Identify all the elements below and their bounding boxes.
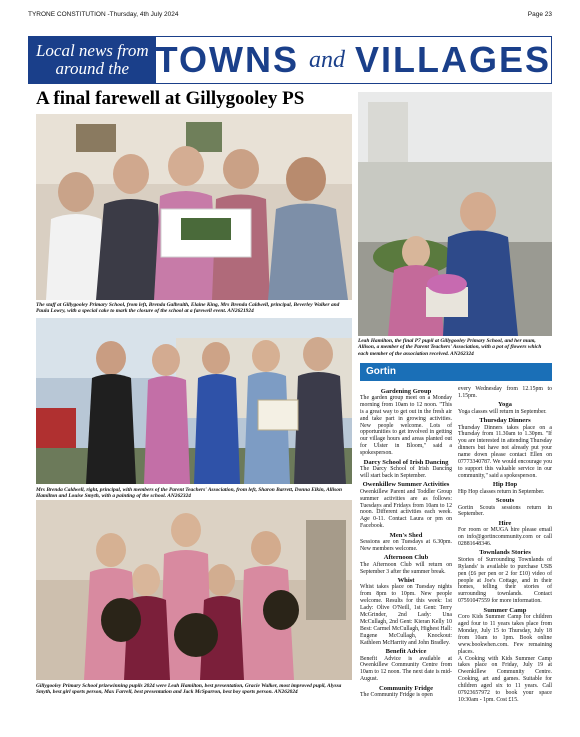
article-heading: Whist — [397, 577, 415, 585]
article-body: The Darcy School of Irish Dancing will start back in September. — [360, 465, 452, 479]
masthead-and: and — [308, 46, 345, 73]
caption-prizewinners: Gillygooley Primary School prizewinning pupils 2024 were Leah Hamilton, best presentation, Gracie Walker, most improved pupil, Alyssa Smyth, best girl sports person, Max Farrell, best presentation and Jack McSparron, best boy sports person. AN262024 — [36, 683, 342, 696]
article-body: Hip Hop classes return in September. — [458, 488, 545, 495]
article-heading: Thursday Dinners — [479, 417, 531, 425]
article-heading: Gardening Group — [380, 387, 432, 395]
masthead-line2: around the — [55, 59, 130, 78]
article-body: Gortin Scouts sessions return in September. — [458, 504, 552, 518]
article-heading: Benefit Advice — [385, 648, 427, 656]
article-body: Owenkillew Parent and Toddler Group summer activities are as follows: Tuesdays and Fridays from 10am to 12 noon. Different activities each week. Age 0-11. Contact Laura or pm on Facebook. — [360, 488, 452, 530]
article-body: For room or MUGA hire please email on info@gortincommunity.com or call 02881648346. — [458, 527, 552, 548]
masthead-towns: TOWNS — [155, 39, 299, 80]
caption-leah: Leah Hamilton, the final P7 pupil at Gillygooley Primary School, and her mum, Allison, a member of the Parent Teachers' Association, with a pot of flowers which each member of the association received. AN262324 — [358, 338, 542, 357]
article-body: Sessions are on Tuesdays at 6.30pm. New members welcome. — [360, 539, 452, 552]
prizewinners-photo — [36, 500, 352, 680]
article-body: Coro Kids Summer Camp for children aged four to 11 years takes place from Monday, July 15 to Thursday, July 18 from 10am to 1pm. Book online www.bookwhen.com. Few remaining places. — [458, 614, 552, 655]
article-body: The Afternoon Club will return on September 3 after the summer break. — [360, 561, 452, 575]
article-heading: Yoga — [498, 401, 512, 409]
masthead-villages: VILLAGES — [354, 39, 551, 80]
article-body: The garden group meet on a Monday morning from 10am to 12 noon. "This is a great way to get out in the fresh air and take part in growing activities. New people welcome. Lots of opportunities to get involved in getting our village hours and areas planted out for Ulster in Bloom," said a spokesperson. — [360, 394, 452, 457]
article-heading: Hip Hop — [492, 481, 518, 489]
masthead-line1: Local news from — [35, 41, 149, 60]
staff-cake-photo — [36, 114, 352, 300]
article-heading: Afternoon Club — [383, 554, 429, 562]
leah-flowers-photo — [358, 92, 552, 336]
publication-date: TYRONE CONSTITUTION -Thursday, 4th July 2024 — [28, 10, 179, 18]
article-heading: Summer Camp — [483, 606, 527, 614]
article-heading: Men's Shed — [389, 531, 423, 539]
page-header — [28, 8, 552, 20]
caption-pta: Mrs Brenda Caldwell, right, principal, with members of the Parent Teachers' Association, from left, Sharon Barrett, Donna Elkin, Allison Hamilton and Louise Smyth, with a painting of the school. AN262324 — [36, 487, 342, 500]
article-heading: Hire — [498, 519, 512, 527]
article-body: Whist takes place on Tuesday nights from 8pm to 10pm. New people welcome. Results for this week: 1st Lady: Olive O'Neill, 1st Gent: Terry McGrinder, 2nd Lady: Una McCullagh, 2nd Gent: Kieran Kelly 10 Best: Carmel McCullagh, Highest Hall: Eugene McCullagh, Knockout: Kathleen McHarrity and John Bradley. — [360, 584, 452, 646]
masthead-title — [156, 37, 551, 83]
masthead-tagline — [29, 37, 156, 83]
article-heading: Community Fridge — [378, 684, 434, 692]
article-body: The Community Fridge is open — [360, 692, 433, 699]
page-number: Page 23 — [527, 10, 552, 18]
article-body: Yoga classes will return in September. — [458, 408, 547, 415]
article-heading: Scouts — [495, 497, 515, 505]
article-body: Benefit Advice is available at Owenkillew Community Centre from 10am to 12 noon. The next date is mid-August. — [360, 655, 452, 683]
section-masthead — [28, 36, 552, 84]
gortin-column-1 — [360, 386, 452, 699]
pta-painting-photo — [36, 318, 352, 484]
section-header-gortin: Gortin — [360, 363, 552, 381]
page-headline: A final farewell at Gillygooley PS — [36, 88, 305, 109]
article-body: A Cooking with Kids Summer Camp takes place on Friday, July 19 at Owenkillew Community Centre. Cooking, art and games. Suitable for children aged six to 11 years. Call 07923657972 to book your space 10:30am - 1pm. Cost £15. — [458, 655, 552, 703]
gortin-column-2 — [458, 386, 552, 704]
article-heading: Townlands Stories — [479, 549, 531, 557]
article-body: every Wednesday from 12.15pm to 1.15pm. — [458, 386, 552, 399]
article-heading: Owenkillew Summer Activities — [362, 481, 450, 489]
article-heading: Darcy School of Irish Dancing — [363, 458, 449, 466]
article-body: Thursday Dinners takes place on a Thursday from 11.30am to 1.30pm. "If you are interested in attending Thursday dinners but have not already put your name down please contact Ellen on 07773340787. We would encourage you to support this valuable service in our community," said a spokesperson. — [458, 424, 552, 479]
caption-staff: The staff at Gillygooley Primary School, from left, Brenda Galbraith, Elaine King, Mrs Brenda Caldwell, principal, Beverley Walker and Paula Lowry, with a special cake to mark the closure of the school at a farewell event. AN2621924 — [36, 302, 340, 315]
article-body: Stories of Surrounding Townlands of Rylands' is available to purchase USB pen (£6 per pen or 2 for £10) video of people at Joe's Cottage, and in their homes, telling their stories of surrounding townlands. Contact 07591047559 for more information. — [458, 556, 552, 605]
